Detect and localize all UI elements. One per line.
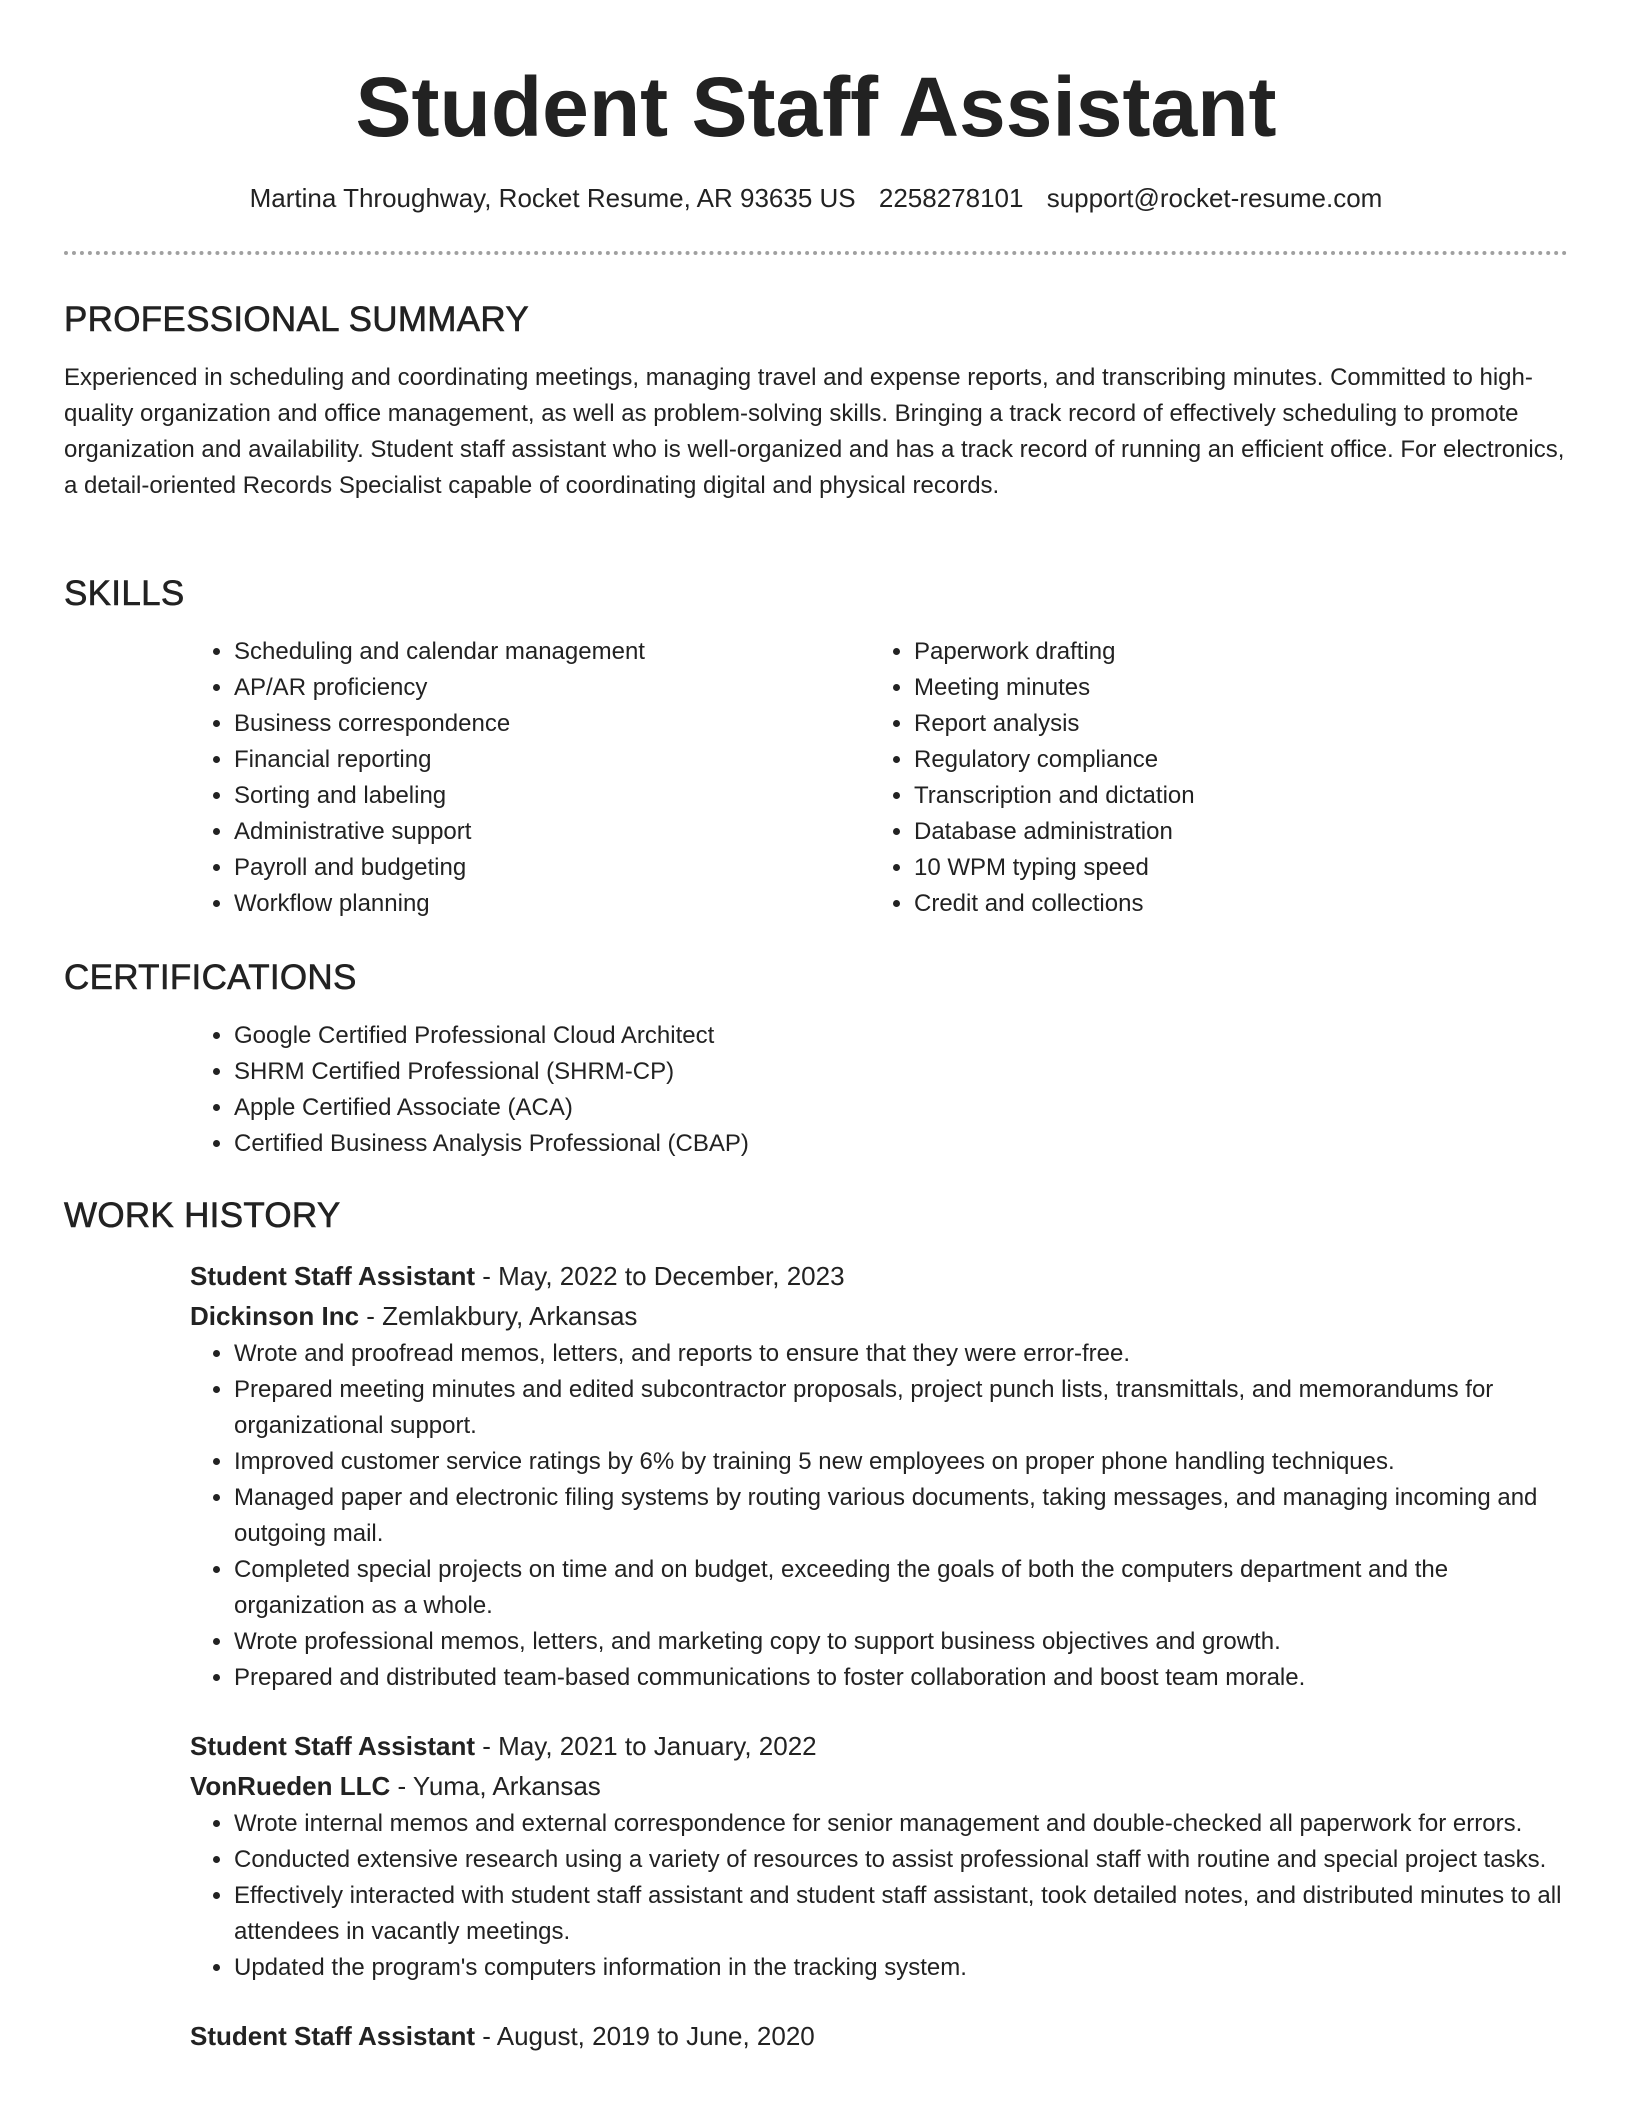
job-bullet: • Updated the program's computers information in the tracking system. xyxy=(234,1950,1568,1986)
job-bullet: • Managed paper and electronic filing systems by routing various documents, taking messages, and managing incoming and outgoing mail. xyxy=(234,1480,1568,1552)
contact-email: support@rocket-resume.com xyxy=(1046,183,1383,213)
job-bullet: • Prepared meeting minutes and edited subcontractor proposals, project punch lists, transmittals, and memorandums for organizational support. xyxy=(234,1372,1568,1444)
job-bullet: • Wrote professional memos, letters, and marketing copy to support business objectives and growth. xyxy=(234,1624,1568,1660)
summary-section xyxy=(64,298,1568,504)
job-company: Dickinson Inc xyxy=(190,1301,360,1331)
skills-heading: SKILLS xyxy=(64,574,185,613)
job-role: Student Staff Assistant xyxy=(190,1731,476,1761)
job-dates: - August, 2019 to June, 2020 xyxy=(475,2021,815,2051)
skills-column-right xyxy=(870,634,1550,922)
job-bullet: • Prepared and distributed team-based communications to foster collaboration and boost team morale. xyxy=(234,1660,1568,1696)
header-divider xyxy=(64,251,1568,255)
skill-item: • Transcription and dictation xyxy=(914,778,1550,814)
job-location: - Zemlakbury, Arkansas xyxy=(359,1301,638,1331)
skills-column-left xyxy=(190,634,870,922)
job-bullet: • Wrote internal memos and external correspondence for senior management and double-checked all paperwork for errors. xyxy=(234,1806,1568,1842)
skill-item: • Administrative support xyxy=(234,814,870,850)
certification-item: • SHRM Certified Professional (SHRM-CP) xyxy=(234,1054,1568,1090)
job-bullet: • Effectively interacted with student staff assistant and student staff assistant, took detailed notes, and distributed minutes to all attendees in vacantly meetings. xyxy=(234,1878,1568,1950)
job-title-line xyxy=(190,2016,1568,2056)
job-bullet: • Completed special projects on time and on budget, exceeding the goals of both the computers department and the organization as a whole. xyxy=(234,1552,1568,1624)
resume-title: Student Staff Assistant xyxy=(355,60,1277,154)
job-company-line xyxy=(190,1296,1568,1336)
job-dates: - May, 2022 to December, 2023 xyxy=(475,1261,845,1291)
job-bullet-list xyxy=(190,1806,1568,1986)
skill-item: • Report analysis xyxy=(914,706,1550,742)
skill-item: • Sorting and labeling xyxy=(234,778,870,814)
job-bullet: • Improved customer service ratings by 6% by training 5 new employees on proper phone handling techniques. xyxy=(234,1444,1568,1480)
job-entry xyxy=(190,2016,1568,2056)
job-bullet: • Conducted extensive research using a variety of resources to assist professional staff with routine and special project tasks. xyxy=(234,1842,1568,1878)
job-company: VonRueden LLC xyxy=(190,1771,391,1801)
certifications-heading: CERTIFICATIONS xyxy=(64,958,357,997)
certification-item: • Certified Business Analysis Professional (CBAP) xyxy=(234,1126,1568,1162)
job-dates: - May, 2021 to January, 2022 xyxy=(475,1731,817,1761)
certification-item: • Apple Certified Associate (ACA) xyxy=(234,1090,1568,1126)
skill-item: • AP/AR proficiency xyxy=(234,670,870,706)
job-entry xyxy=(190,1256,1568,1696)
skill-item: • Paperwork drafting xyxy=(914,634,1550,670)
skill-item: • 10 WPM typing speed xyxy=(914,850,1550,886)
job-role: Student Staff Assistant xyxy=(190,2021,476,2051)
certifications-section xyxy=(64,956,1568,1162)
job-role: Student Staff Assistant xyxy=(190,1261,476,1291)
certifications-list xyxy=(190,1018,1568,1162)
job-bullet-list xyxy=(190,1336,1568,1696)
work-history-heading: WORK HISTORY xyxy=(64,1196,341,1235)
skill-item: • Credit and collections xyxy=(914,886,1550,922)
skill-item: • Workflow planning xyxy=(234,886,870,922)
contact-address: Martina Throughway, Rocket Resume, AR 93635 US xyxy=(249,183,856,213)
job-company-line xyxy=(190,1766,1568,1806)
job-location: - Yuma, Arkansas xyxy=(390,1771,601,1801)
skills-section xyxy=(64,572,1568,922)
summary-text: Experienced in scheduling and coordinating meetings, managing travel and expense reports, and transcribing minutes. Committed to high-quality organization and office management, as well as problem-solving skills. Bringing a track record of effectively scheduling to promote organization and availability. Student staff assistant who is well-organized and has a track record of running an efficient office. For electronics, a detail-oriented Records Specialist capable of coordinating digital and physical records. xyxy=(64,364,1565,499)
job-title-line xyxy=(190,1726,1568,1766)
skills-grid xyxy=(190,634,1568,922)
skill-item: • Financial reporting xyxy=(234,742,870,778)
job-title-line xyxy=(190,1256,1568,1296)
contact-phone: 2258278101 xyxy=(878,183,1024,213)
skill-item: • Business correspondence xyxy=(234,706,870,742)
skill-item: • Payroll and budgeting xyxy=(234,850,870,886)
skill-item: • Database administration xyxy=(914,814,1550,850)
job-entry xyxy=(190,1726,1568,1986)
certification-item: • Google Certified Professional Cloud Architect xyxy=(234,1018,1568,1054)
contact-line xyxy=(0,180,1632,216)
skill-item: • Scheduling and calendar management xyxy=(234,634,870,670)
summary-heading: PROFESSIONAL SUMMARY xyxy=(64,300,529,339)
skill-item: • Meeting minutes xyxy=(914,670,1550,706)
job-bullet: • Wrote and proofread memos, letters, and reports to ensure that they were error-free. xyxy=(234,1336,1568,1372)
work-history-section xyxy=(64,1194,1568,2056)
skill-item: • Regulatory compliance xyxy=(914,742,1550,778)
